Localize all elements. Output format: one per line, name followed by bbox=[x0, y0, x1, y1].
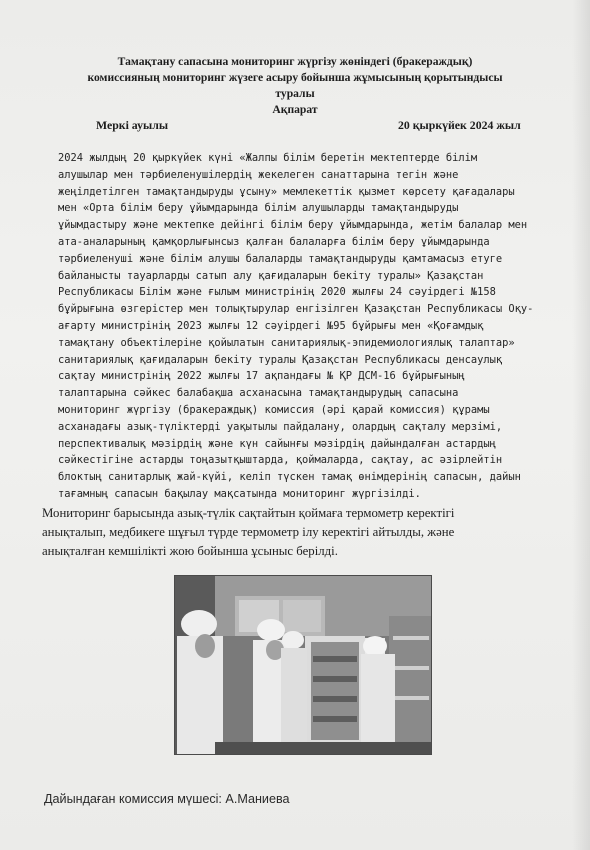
signature-line: Дайындаған комиссия мүшесі: А.Маниева bbox=[44, 792, 290, 806]
title-line: Ақпарат bbox=[272, 103, 318, 116]
title-line: туралы bbox=[275, 87, 315, 100]
body-line: сақтау министрінің 2022 жылғы 17 ақпандағы № ҚР ДСМ-16 бұйрығының bbox=[58, 370, 465, 383]
title-line: комиссияның мониторинг жүзеге асыру бойынша жұмысының қорытындысы bbox=[87, 71, 503, 84]
body-line: перспективалық мәзірдің және күн сайынғы мәзірдің дайындалған астардың bbox=[58, 437, 496, 450]
body-line: асханадағы азық-түліктерді уақытылы пайдалану, олардың сақталу мерзімі, bbox=[58, 420, 503, 433]
findings-line: анықталып, медбикеге шұғыл түрде термометр ілу керектігі айтылды, және bbox=[42, 525, 455, 539]
body-line: мониторинг жүргізу (бракераждық) комиссия (әрі қарай комиссия) құрамы bbox=[58, 403, 490, 416]
body-line: блоктың санитарлық жай-күйі, келіп түскен тамақ өнімдерінің сапасын, дайын bbox=[58, 471, 521, 484]
body-line: ұйымдастыру және мектепке дейінгі білім беру ұйымдарында, жетім балалар мен bbox=[58, 219, 528, 232]
kitchen-photo bbox=[174, 575, 432, 755]
body-line: алушылар мен тәрбиеленушілердің жекелеген санаттарына тегін және bbox=[58, 168, 459, 181]
findings-paragraph bbox=[42, 504, 562, 561]
body-line: мен «Орта білім беру ұйымдарында білім алушыларды тамақтандыруды bbox=[58, 202, 459, 215]
body-line: тәрбиеленуші және білім алушы балаларды тамақтандыруды қамтамасыз етуге bbox=[58, 252, 503, 265]
body-line: Республикасы Білім және ғылым министрінің 2020 жылғы 24 сәуірдегі №158 bbox=[58, 286, 496, 299]
body-line: санитариялық қағидаларын бекіту туралы Қазақстан Республикасы денсаулық bbox=[58, 353, 503, 366]
place-label: Меркі ауылы bbox=[96, 118, 169, 132]
date-label: 20 қыркүйек 2024 жыл bbox=[398, 118, 521, 132]
findings-line: анықталған кемшілікті жою бойынша ұсыныс берілді. bbox=[42, 544, 338, 558]
body-line: тағамның сапасын бақылау мақсатында мониторинг жүргізілді. bbox=[58, 487, 421, 500]
body-line: бұйрығына өзгерістер мен толықтырулар енгізілген Қазақстан Республикасы Оқу- bbox=[58, 303, 534, 316]
main-paragraph bbox=[58, 150, 558, 503]
title-line: Тамақтану сапасына мониторинг жүргізу жөніндегі (бракераждық) bbox=[117, 55, 473, 68]
body-line: сәйкестігіне астарды тоңазытқыштарда, қоймаларда, сақтау, ас әзірлейтін bbox=[58, 454, 503, 467]
body-line: тамақтану объектілеріне қойылатын санитариялық-эпидемиологиялық талаптар» bbox=[58, 336, 515, 349]
findings-line: Мониторинг барысында азық-түлік сақтайтын қоймаға термометр керектігі bbox=[42, 506, 455, 520]
body-line: жеңілдетілген тамақтандыруды ұсыну» мемлекеттік қызмет көрсету қағадалары bbox=[58, 185, 515, 198]
body-line: ағарту министрінің 2023 жылғы 12 сәуірдегі №95 бұйрығы мен «Қоғамдық bbox=[58, 319, 484, 332]
document-title bbox=[30, 54, 560, 118]
body-line: талаптарына сәйкес балабақша асханасына тамақтандырудың сапасына bbox=[58, 387, 459, 400]
place-date-row bbox=[0, 118, 590, 136]
body-line: байланысты тауарларды сатып алу қағидаларын бекіту туралы» Қазақстан bbox=[58, 269, 484, 282]
body-line: ата-аналарының қамқорлығынсыз қалған балаларға білім беру ұйымдарында bbox=[58, 235, 490, 248]
body-line: 2024 жылдың 20 қыркүйек күні «Жалпы білім беретін мектептерде білім bbox=[58, 152, 478, 164]
kitchen-photo-illustration bbox=[175, 576, 431, 754]
